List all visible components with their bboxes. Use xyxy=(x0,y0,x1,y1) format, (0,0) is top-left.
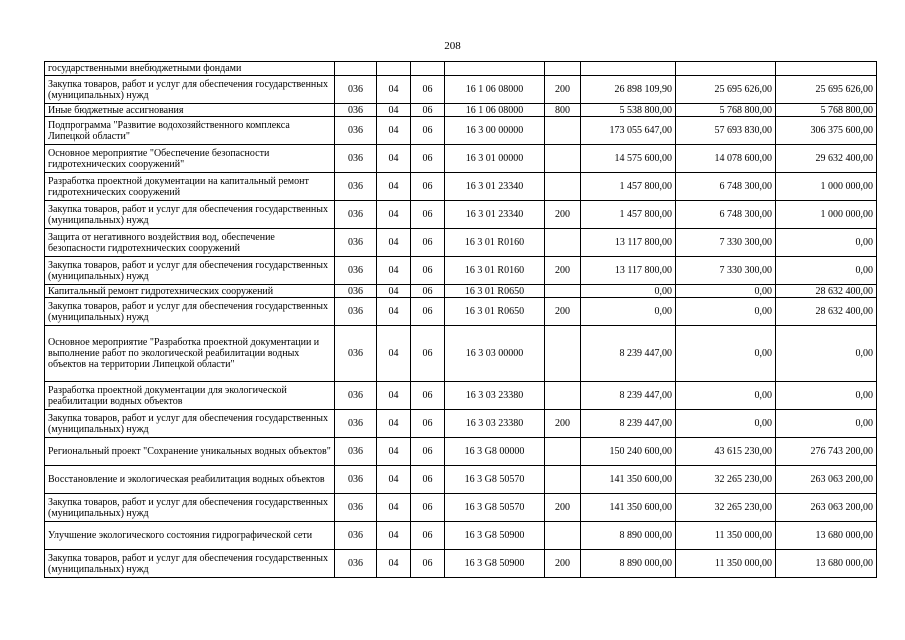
page-number: 208 xyxy=(444,40,461,52)
item-name-cell: Восстановление и экологическая реабилитация водных объектов xyxy=(45,466,335,494)
amount-year-1-cell: 26 898 109,90 xyxy=(581,76,676,104)
target-article-cell: 16 3 01 23340 xyxy=(445,173,545,201)
item-name-cell: Закупка товаров, работ и услуг для обеспечения государственных (муниципальных) нужд xyxy=(45,410,335,438)
table-row xyxy=(45,145,877,173)
subsection-code-cell: 06 xyxy=(411,145,445,173)
subsection-code-cell: 06 xyxy=(411,494,445,522)
amount-year-2-cell xyxy=(676,62,776,76)
admin-code-cell: 036 xyxy=(335,438,377,466)
amount-year-3-cell: 1 000 000,00 xyxy=(776,173,877,201)
table-row xyxy=(45,382,877,410)
target-article-cell: 16 1 06 08000 xyxy=(445,76,545,104)
amount-year-1-cell: 5 538 800,00 xyxy=(581,104,676,117)
section-code-cell: 04 xyxy=(377,257,411,285)
amount-year-1-cell: 0,00 xyxy=(581,298,676,326)
amount-year-2-cell: 57 693 830,00 xyxy=(676,117,776,145)
amount-year-2-cell: 0,00 xyxy=(676,382,776,410)
amount-year-1-cell: 13 117 800,00 xyxy=(581,229,676,257)
expense-type-cell: 200 xyxy=(545,494,581,522)
subsection-code-cell: 06 xyxy=(411,201,445,229)
subsection-code-cell: 06 xyxy=(411,298,445,326)
amount-year-3-cell xyxy=(776,62,877,76)
amount-year-3-cell: 25 695 626,00 xyxy=(776,76,877,104)
subsection-code-cell: 06 xyxy=(411,466,445,494)
amount-year-2-cell: 0,00 xyxy=(676,410,776,438)
amount-year-1-cell: 150 240 600,00 xyxy=(581,438,676,466)
amount-year-3-cell: 306 375 600,00 xyxy=(776,117,877,145)
amount-year-2-cell: 43 615 230,00 xyxy=(676,438,776,466)
amount-year-2-cell: 5 768 800,00 xyxy=(676,104,776,117)
table-row xyxy=(45,76,877,104)
section-code-cell: 04 xyxy=(377,494,411,522)
expense-type-cell xyxy=(545,229,581,257)
amount-year-3-cell: 0,00 xyxy=(776,410,877,438)
amount-year-2-cell: 7 330 300,00 xyxy=(676,257,776,285)
expense-type-cell: 800 xyxy=(545,104,581,117)
target-article-cell: 16 3 01 R0650 xyxy=(445,298,545,326)
amount-year-1-cell: 0,00 xyxy=(581,285,676,298)
amount-year-1-cell: 8 239 447,00 xyxy=(581,326,676,382)
amount-year-1-cell: 13 117 800,00 xyxy=(581,257,676,285)
section-code-cell: 04 xyxy=(377,76,411,104)
admin-code-cell: 036 xyxy=(335,522,377,550)
amount-year-3-cell: 28 632 400,00 xyxy=(776,298,877,326)
section-code-cell: 04 xyxy=(377,201,411,229)
table-row xyxy=(45,62,877,76)
item-name-cell: Разработка проектной документации на капитальный ремонт гидротехнических сооружений xyxy=(45,173,335,201)
amount-year-1-cell: 8 890 000,00 xyxy=(581,550,676,578)
target-article-cell: 16 3 G8 50570 xyxy=(445,466,545,494)
target-article-cell: 16 3 03 23380 xyxy=(445,382,545,410)
item-name-cell: Закупка товаров, работ и услуг для обеспечения государственных (муниципальных) нужд xyxy=(45,550,335,578)
section-code-cell: 04 xyxy=(377,145,411,173)
target-article-cell: 16 3 01 R0160 xyxy=(445,257,545,285)
item-name-cell: Защита от негативного воздействия вод, обеспечение безопасности гидротехнических сооружений xyxy=(45,229,335,257)
section-code-cell: 04 xyxy=(377,550,411,578)
target-article-cell: 16 3 G8 00000 xyxy=(445,438,545,466)
amount-year-2-cell: 0,00 xyxy=(676,285,776,298)
expense-type-cell xyxy=(545,117,581,145)
expense-type-cell: 200 xyxy=(545,257,581,285)
amount-year-2-cell: 0,00 xyxy=(676,298,776,326)
admin-code-cell: 036 xyxy=(335,285,377,298)
admin-code-cell: 036 xyxy=(335,326,377,382)
target-article-cell: 16 3 03 00000 xyxy=(445,326,545,382)
admin-code-cell xyxy=(335,62,377,76)
amount-year-2-cell: 6 748 300,00 xyxy=(676,201,776,229)
admin-code-cell: 036 xyxy=(335,410,377,438)
table-body xyxy=(45,62,877,578)
subsection-code-cell: 06 xyxy=(411,522,445,550)
admin-code-cell: 036 xyxy=(335,117,377,145)
amount-year-3-cell: 276 743 200,00 xyxy=(776,438,877,466)
section-code-cell xyxy=(377,62,411,76)
amount-year-1-cell: 8 239 447,00 xyxy=(581,382,676,410)
table-row xyxy=(45,201,877,229)
section-code-cell: 04 xyxy=(377,522,411,550)
target-article-cell: 16 3 03 23380 xyxy=(445,410,545,438)
amount-year-1-cell: 14 575 600,00 xyxy=(581,145,676,173)
amount-year-3-cell: 263 063 200,00 xyxy=(776,494,877,522)
amount-year-1-cell xyxy=(581,62,676,76)
amount-year-2-cell: 32 265 230,00 xyxy=(676,466,776,494)
admin-code-cell: 036 xyxy=(335,229,377,257)
amount-year-2-cell: 0,00 xyxy=(676,326,776,382)
subsection-code-cell: 06 xyxy=(411,104,445,117)
subsection-code-cell: 06 xyxy=(411,76,445,104)
table-row xyxy=(45,285,877,298)
admin-code-cell: 036 xyxy=(335,466,377,494)
amount-year-1-cell: 1 457 800,00 xyxy=(581,201,676,229)
section-code-cell: 04 xyxy=(377,173,411,201)
target-article-cell: 16 3 01 R0160 xyxy=(445,229,545,257)
admin-code-cell: 036 xyxy=(335,494,377,522)
amount-year-2-cell: 6 748 300,00 xyxy=(676,173,776,201)
target-article-cell: 16 3 00 00000 xyxy=(445,117,545,145)
table-row xyxy=(45,438,877,466)
item-name-cell: Закупка товаров, работ и услуг для обеспечения государственных (муниципальных) нужд xyxy=(45,201,335,229)
item-name-cell: Основное мероприятие "Разработка проектной документации и выполнение работ по экологической реабилитации водных объектов на территории Липецкой области" xyxy=(45,326,335,382)
expense-type-cell: 200 xyxy=(545,201,581,229)
amount-year-2-cell: 11 350 000,00 xyxy=(676,550,776,578)
target-article-cell: 16 3 G8 50570 xyxy=(445,494,545,522)
section-code-cell: 04 xyxy=(377,285,411,298)
expense-type-cell xyxy=(545,438,581,466)
amount-year-3-cell: 263 063 200,00 xyxy=(776,466,877,494)
subsection-code-cell: 06 xyxy=(411,173,445,201)
amount-year-1-cell: 173 055 647,00 xyxy=(581,117,676,145)
amount-year-3-cell: 29 632 400,00 xyxy=(776,145,877,173)
admin-code-cell: 036 xyxy=(335,382,377,410)
table-row xyxy=(45,522,877,550)
item-name-cell: Капитальный ремонт гидротехнических сооружений xyxy=(45,285,335,298)
subsection-code-cell: 06 xyxy=(411,117,445,145)
expense-type-cell: 200 xyxy=(545,298,581,326)
table-row xyxy=(45,494,877,522)
item-name-cell: Закупка товаров, работ и услуг для обеспечения государственных (муниципальных) нужд xyxy=(45,298,335,326)
admin-code-cell: 036 xyxy=(335,257,377,285)
amount-year-1-cell: 1 457 800,00 xyxy=(581,173,676,201)
admin-code-cell: 036 xyxy=(335,145,377,173)
amount-year-3-cell: 13 680 000,00 xyxy=(776,550,877,578)
target-article-cell: 16 3 01 00000 xyxy=(445,145,545,173)
table-row xyxy=(45,117,877,145)
subsection-code-cell xyxy=(411,62,445,76)
table-row xyxy=(45,326,877,382)
table-row xyxy=(45,550,877,578)
target-article-cell: 16 3 01 R0650 xyxy=(445,285,545,298)
item-name-cell: Разработка проектной документации для экологической реабилитации водных объектов xyxy=(45,382,335,410)
admin-code-cell: 036 xyxy=(335,104,377,117)
expense-type-cell xyxy=(545,382,581,410)
section-code-cell: 04 xyxy=(377,382,411,410)
amount-year-1-cell: 141 350 600,00 xyxy=(581,494,676,522)
expense-type-cell xyxy=(545,285,581,298)
amount-year-3-cell: 0,00 xyxy=(776,382,877,410)
expense-type-cell xyxy=(545,326,581,382)
table-row xyxy=(45,104,877,117)
amount-year-2-cell: 25 695 626,00 xyxy=(676,76,776,104)
expense-type-cell xyxy=(545,145,581,173)
table-row xyxy=(45,410,877,438)
item-name-cell: Закупка товаров, работ и услуг для обеспечения государственных (муниципальных) нужд xyxy=(45,494,335,522)
item-name-cell: Подпрограмма "Развитие водохозяйственного комплекса Липецкой области" xyxy=(45,117,335,145)
expense-type-cell xyxy=(545,173,581,201)
admin-code-cell: 036 xyxy=(335,298,377,326)
budget-table xyxy=(44,61,877,578)
target-article-cell xyxy=(445,62,545,76)
amount-year-2-cell: 32 265 230,00 xyxy=(676,494,776,522)
section-code-cell: 04 xyxy=(377,229,411,257)
section-code-cell: 04 xyxy=(377,104,411,117)
amount-year-2-cell: 14 078 600,00 xyxy=(676,145,776,173)
amount-year-3-cell: 0,00 xyxy=(776,229,877,257)
item-name-cell: Иные бюджетные ассигнования xyxy=(45,104,335,117)
section-code-cell: 04 xyxy=(377,438,411,466)
admin-code-cell: 036 xyxy=(335,201,377,229)
amount-year-3-cell: 13 680 000,00 xyxy=(776,522,877,550)
item-name-cell: Улучшение экологического состояния гидрографической сети xyxy=(45,522,335,550)
expense-type-cell xyxy=(545,62,581,76)
table-row xyxy=(45,466,877,494)
target-article-cell: 16 3 01 23340 xyxy=(445,201,545,229)
amount-year-3-cell: 5 768 800,00 xyxy=(776,104,877,117)
table-row xyxy=(45,229,877,257)
item-name-cell: государственными внебюджетными фондами xyxy=(45,62,335,76)
subsection-code-cell: 06 xyxy=(411,326,445,382)
table-row xyxy=(45,173,877,201)
section-code-cell: 04 xyxy=(377,298,411,326)
expense-type-cell: 200 xyxy=(545,410,581,438)
expense-type-cell: 200 xyxy=(545,550,581,578)
item-name-cell: Закупка товаров, работ и услуг для обеспечения государственных (муниципальных) нужд xyxy=(45,257,335,285)
target-article-cell: 16 3 G8 50900 xyxy=(445,550,545,578)
amount-year-3-cell: 1 000 000,00 xyxy=(776,201,877,229)
item-name-cell: Региональный проект "Сохранение уникальных водных объектов" xyxy=(45,438,335,466)
amount-year-1-cell: 8 239 447,00 xyxy=(581,410,676,438)
amount-year-3-cell: 28 632 400,00 xyxy=(776,285,877,298)
item-name-cell: Закупка товаров, работ и услуг для обеспечения государственных (муниципальных) нужд xyxy=(45,76,335,104)
admin-code-cell: 036 xyxy=(335,173,377,201)
item-name-cell: Основное мероприятие "Обеспечение безопасности гидротехнических сооружений" xyxy=(45,145,335,173)
subsection-code-cell: 06 xyxy=(411,550,445,578)
target-article-cell: 16 3 G8 50900 xyxy=(445,522,545,550)
table-row xyxy=(45,298,877,326)
amount-year-2-cell: 11 350 000,00 xyxy=(676,522,776,550)
amount-year-2-cell: 7 330 300,00 xyxy=(676,229,776,257)
section-code-cell: 04 xyxy=(377,466,411,494)
subsection-code-cell: 06 xyxy=(411,438,445,466)
expense-type-cell xyxy=(545,466,581,494)
expense-type-cell xyxy=(545,522,581,550)
subsection-code-cell: 06 xyxy=(411,257,445,285)
amount-year-3-cell: 0,00 xyxy=(776,257,877,285)
subsection-code-cell: 06 xyxy=(411,285,445,298)
admin-code-cell: 036 xyxy=(335,76,377,104)
section-code-cell: 04 xyxy=(377,117,411,145)
subsection-code-cell: 06 xyxy=(411,229,445,257)
table-row xyxy=(45,257,877,285)
subsection-code-cell: 06 xyxy=(411,382,445,410)
expense-type-cell: 200 xyxy=(545,76,581,104)
target-article-cell: 16 1 06 08000 xyxy=(445,104,545,117)
section-code-cell: 04 xyxy=(377,326,411,382)
amount-year-3-cell: 0,00 xyxy=(776,326,877,382)
admin-code-cell: 036 xyxy=(335,550,377,578)
section-code-cell: 04 xyxy=(377,410,411,438)
amount-year-1-cell: 8 890 000,00 xyxy=(581,522,676,550)
subsection-code-cell: 06 xyxy=(411,410,445,438)
amount-year-1-cell: 141 350 600,00 xyxy=(581,466,676,494)
